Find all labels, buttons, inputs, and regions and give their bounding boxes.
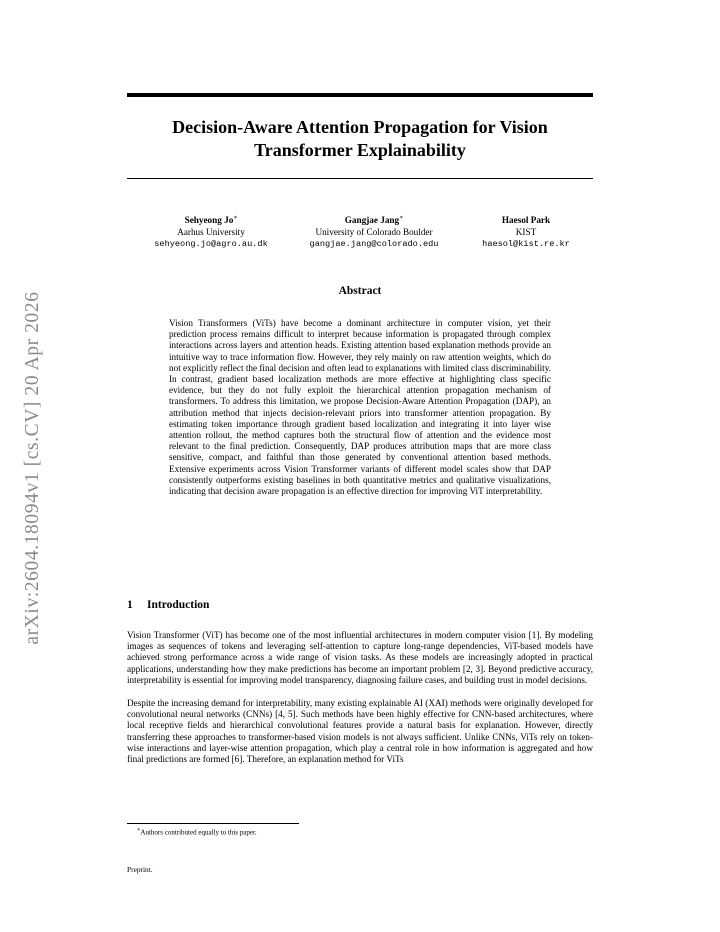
author-email: haesol@kist.re.kr [482, 239, 570, 250]
author-name: Sehyeong Jo [184, 215, 234, 226]
footnote-text: Authors contributed equally to this paper. [140, 828, 257, 837]
footnote-mark: ∗ [137, 828, 141, 833]
author-block [138, 212, 284, 250]
section-heading [127, 599, 209, 611]
arxiv-identifier-text: arXiv:2604.18094v1 [cs.CV] 20 Apr 2026 [22, 291, 43, 645]
author-mark: ∗ [233, 215, 238, 221]
title-bottom-rule [127, 178, 593, 179]
paper-title: Decision-Aware Attention Propagation for Vision Transformer Explainability [172, 117, 548, 160]
author-name: Haesol Park [501, 215, 551, 226]
title-top-rule [127, 93, 593, 97]
author-email: gangjae.jang@colorado.edu [309, 239, 439, 250]
author-block [466, 212, 586, 250]
author-mark: ∗ [399, 215, 404, 221]
body-paragraph: Vision Transformer (ViT) has become one of the most influential architectures in modern computer vision [1]. By modeling images as sequences of tokens and leveraging self-attention to capture long-range dependencies, ViT-based models have achieved strong performance across a wide range of vision tasks. As these models are increasingly adopted in practical applications, understanding how they make predictions has become an important problem [2, 3]. Beyond predictive accuracy, interpretability is essential for improving model transparency, diagnosing failure cases, and building trust in model decisions. [127, 630, 593, 685]
author-affiliation: Aarhus University [177, 227, 245, 238]
preprint-label: Preprint. [127, 865, 153, 874]
author-name: Gangjae Jang [344, 215, 400, 226]
arxiv-identifier [18, 258, 48, 678]
footnote-rule [127, 823, 299, 824]
author-block [292, 212, 456, 250]
section-number: 1 [127, 599, 133, 611]
author-affiliation: KIST [515, 227, 537, 238]
author-affiliation: University of Colorado Boulder [315, 227, 433, 238]
abstract-heading: Abstract [338, 285, 382, 297]
body-paragraph: Despite the increasing demand for interpretability, many existing explainable AI (XAI) methods were originally developed for convolutional neural networks (CNNs) [4, 5]. Such methods have been highly effective for CNN-based architectures, where local receptive fields and hierarchical convolutional features provide a natural basis for explanation. However, directly transferring these approaches to transformer-based vision models is not always sufficient. Unlike CNNs, ViTs rely on token-wise interactions and layer-wise attention propagation, which play a central role in how information is aggregated and how final predictions are formed [6]. Therefore, an explanation method for ViTs [127, 698, 593, 765]
section-title: Introduction [147, 599, 210, 611]
abstract-text: Vision Transformers (ViTs) have become a dominant architecture in computer vision, yet their prediction process remains difficult to interpret because information is propagated through complex interactions across layers and attention heads. Existing attention based explanation methods provide an intuitive way to trace information flow. However, they rely mainly on raw attention weights, which do not explicitly reflect the final decision and often lead to explanations with limited class discriminability. In contrast, gradient based localization methods are more effective at highlighting class specific evidence, but they do not fully exploit the hierarchical attention propagation mechanism of transformers. To address this limitation, we propose Decision-Aware Attention Propagation (DAP), an attribution method that injects decision-relevant priors into transformer attention propagation. By estimating token importance through gradient based localization and integrating it into layer wise attention rollout, the method captures both the structural flow of attention and the evidence most relevant to the final prediction. Consequently, DAP produces attribution maps that are more class sensitive, compact, and faithful than those generated by conventional attention based methods. Extensive experiments across Vision Transformer variants of different model scales show that DAP consistently outperforms existing baselines in both quantitative metrics and qualitative visualizations, indicating that decision aware propagation is an effective direction for improving ViT interpretability. [169, 318, 551, 497]
footnote [137, 827, 257, 836]
author-email: sehyeong.jo@agro.au.dk [154, 239, 268, 250]
